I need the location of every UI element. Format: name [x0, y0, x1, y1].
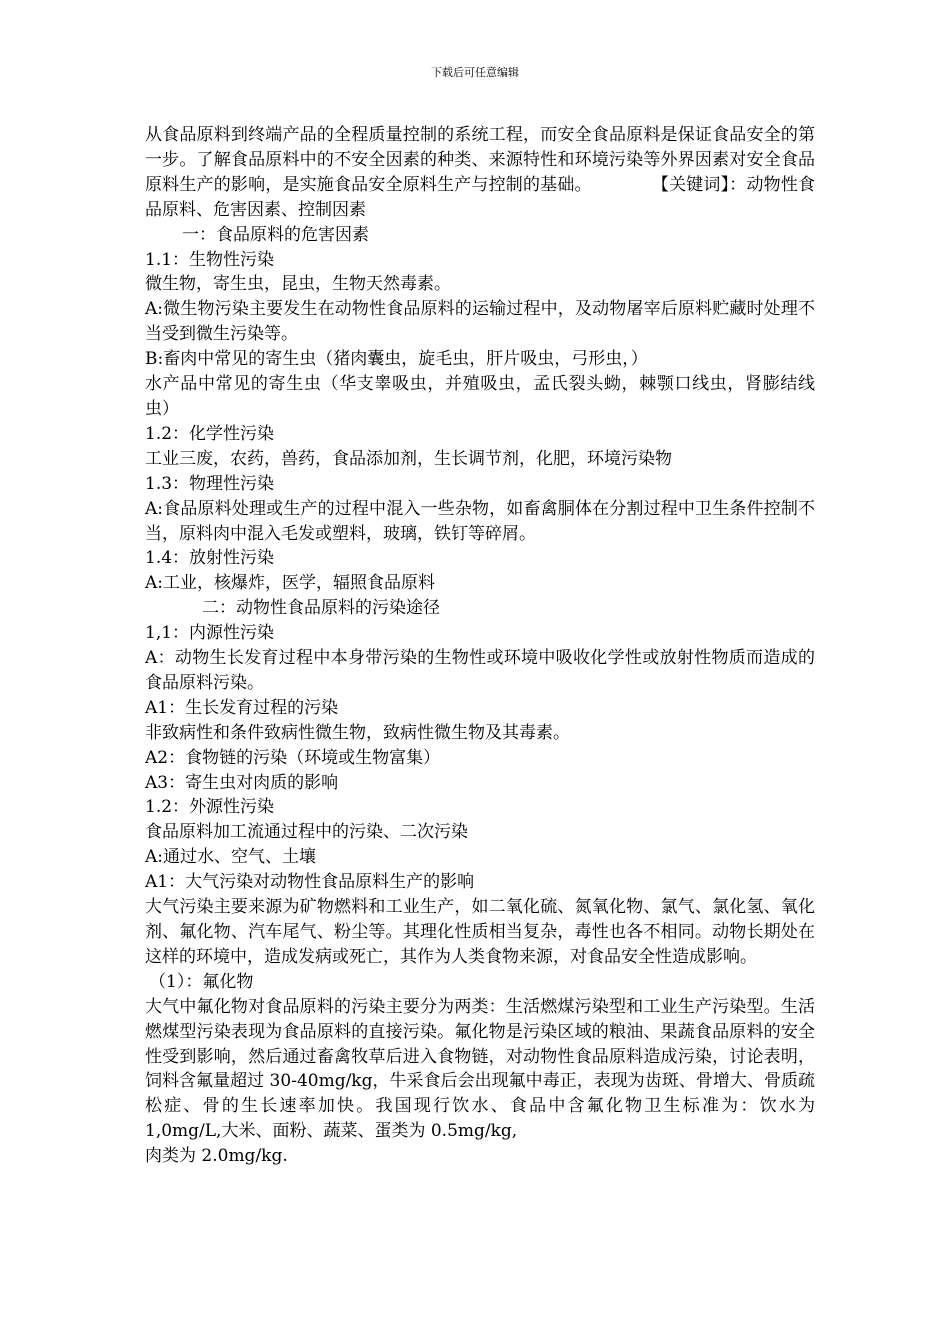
paragraph-1-1-items: 微生物，寄生虫，昆虫，生物天然毒素。: [145, 274, 451, 295]
paragraph-2-1-a1: 非致病性和条件致病性微生物，致病性微生物及其毒素。: [145, 722, 570, 743]
paragraph-2-2: 食品原料加工流通过程中的污染、二次污染: [145, 822, 468, 843]
paragraph-meat-standard: 肉类为 2.0mg/kg.: [145, 1146, 288, 1167]
intro-text: 从食品原料到终端产品的全程质量控制的系统工程，而安全食品原料是保证食品安全的第一步。了解食品原料中的不安全因素的种类、来源特性和环境污染等外界因素对安全食品原料生产的影响，是实施食品安全原料生产与控制的基础。: [145, 125, 815, 195]
subheading-2-1-a1: A1：生长发育过程的污染: [145, 697, 339, 718]
keywords-text: 【关键词】：动物性食品原料、危害因素、控制因素: [145, 174, 816, 220]
paragraph-1-1-a: A:微生物污染主要发生在动物性食品原料的运输过程中，及动物屠宰后原料贮藏时处理不当受到微生污染等。: [145, 299, 815, 345]
subsection-heading-1-2: 1.2：化学性污染: [145, 423, 275, 444]
section-heading-1: 一：食品原料的危害因素: [182, 224, 369, 245]
subsection-heading-2-2: 1.2：外源性污染: [145, 797, 275, 818]
paragraph-fluoride: 大气中氟化物对食品原料的污染主要分为两类：生活燃煤污染型和工业生产污染型。生活燃煤型污染表现为食品原料的直接污染。氟化物是污染区域的粮油、果蔬食品原料的安全性受到影响，然后通过畜禽牧草后进入食物链，对动物性食品原料造成污染，讨论表明，饲料含氟量超过 30-40mg/kg，牛采食后会出现氟中毒正，表现为齿斑、骨增大、骨质疏松症、骨的生长速率加快。我国现行饮水、食品中含氟化物卫生标准为：饮水为 1,0mg/L,大米、面粉、蔬菜、蛋类为 0.5mg/kg,: [145, 996, 815, 1142]
paragraph-1-2: 工业三废，农药，兽药，食品添加剂，生长调节剂，化肥，环境污染物: [145, 448, 672, 469]
subsection-heading-1-3: 1.3：物理性污染: [145, 473, 275, 494]
paragraph-air-pollution: 大气污染主要来源为矿物燃料和工业生产，如二氧化硫、氮氧化物、氯气、氯化氢、氧化剂、氟化物、汽车尾气、粉尘等。其理化性质相当复杂，毒性也各不相同。动物长期处在这样的环境中，造成发病或死亡，其作为人类食物来源，对食品安全性造成影响。: [145, 897, 815, 967]
paragraph-2-2-a: A:通过水、空气、土壤: [145, 847, 317, 868]
paragraph-1-1-c: 水产品中常见的寄生虫（华支睾吸虫，并殖吸虫，孟氏裂头蚴，棘颚口线虫，肾膨结线虫）: [145, 374, 815, 419]
paragraph-1-1-b: B:畜肉中常见的寄生虫（猪肉囊虫，旋毛虫，肝片吸虫，弓形虫，）: [145, 349, 648, 370]
subsection-heading-2-1: 1,1：内源性污染: [145, 623, 275, 644]
document-body: [145, 123, 815, 1169]
paragraph-2-1-a: A：动物生长发育过程中本身带污染的生物性或环境中吸收化学性或放射性物质而造成的食品原料污染。: [145, 648, 815, 693]
page-header: 下载后可任意编辑: [431, 66, 519, 79]
subheading-2-2-a1: A1：大气污染对动物性食品原料生产的影响: [145, 872, 475, 893]
subheading-2-1-a3: A3：寄生虫对肉质的影响: [145, 772, 339, 793]
paragraph-1-4: A:工业，核爆炸，医学，辐照食品原料: [145, 573, 436, 594]
paragraph-1-3: A:食品原料处理或生产的过程中混入一些杂物，如畜禽胴体在分割过程中卫生条件控制不当，原料肉中混入毛发或塑料，玻璃，铁钉等碎屑。: [145, 498, 815, 544]
intro-paragraph: [145, 123, 815, 223]
section-heading-2: 二：动物性食品原料的污染途径: [202, 598, 440, 619]
subheading-2-1-a2: A2：食物链的污染（环境或生物富集）: [145, 747, 441, 768]
subsection-heading-1-1: 1.1：生物性污染: [145, 249, 275, 270]
fluoride-heading: （1）：氟化物: [149, 971, 254, 992]
subsection-heading-1-4: 1.4：放射性污染: [145, 548, 275, 569]
